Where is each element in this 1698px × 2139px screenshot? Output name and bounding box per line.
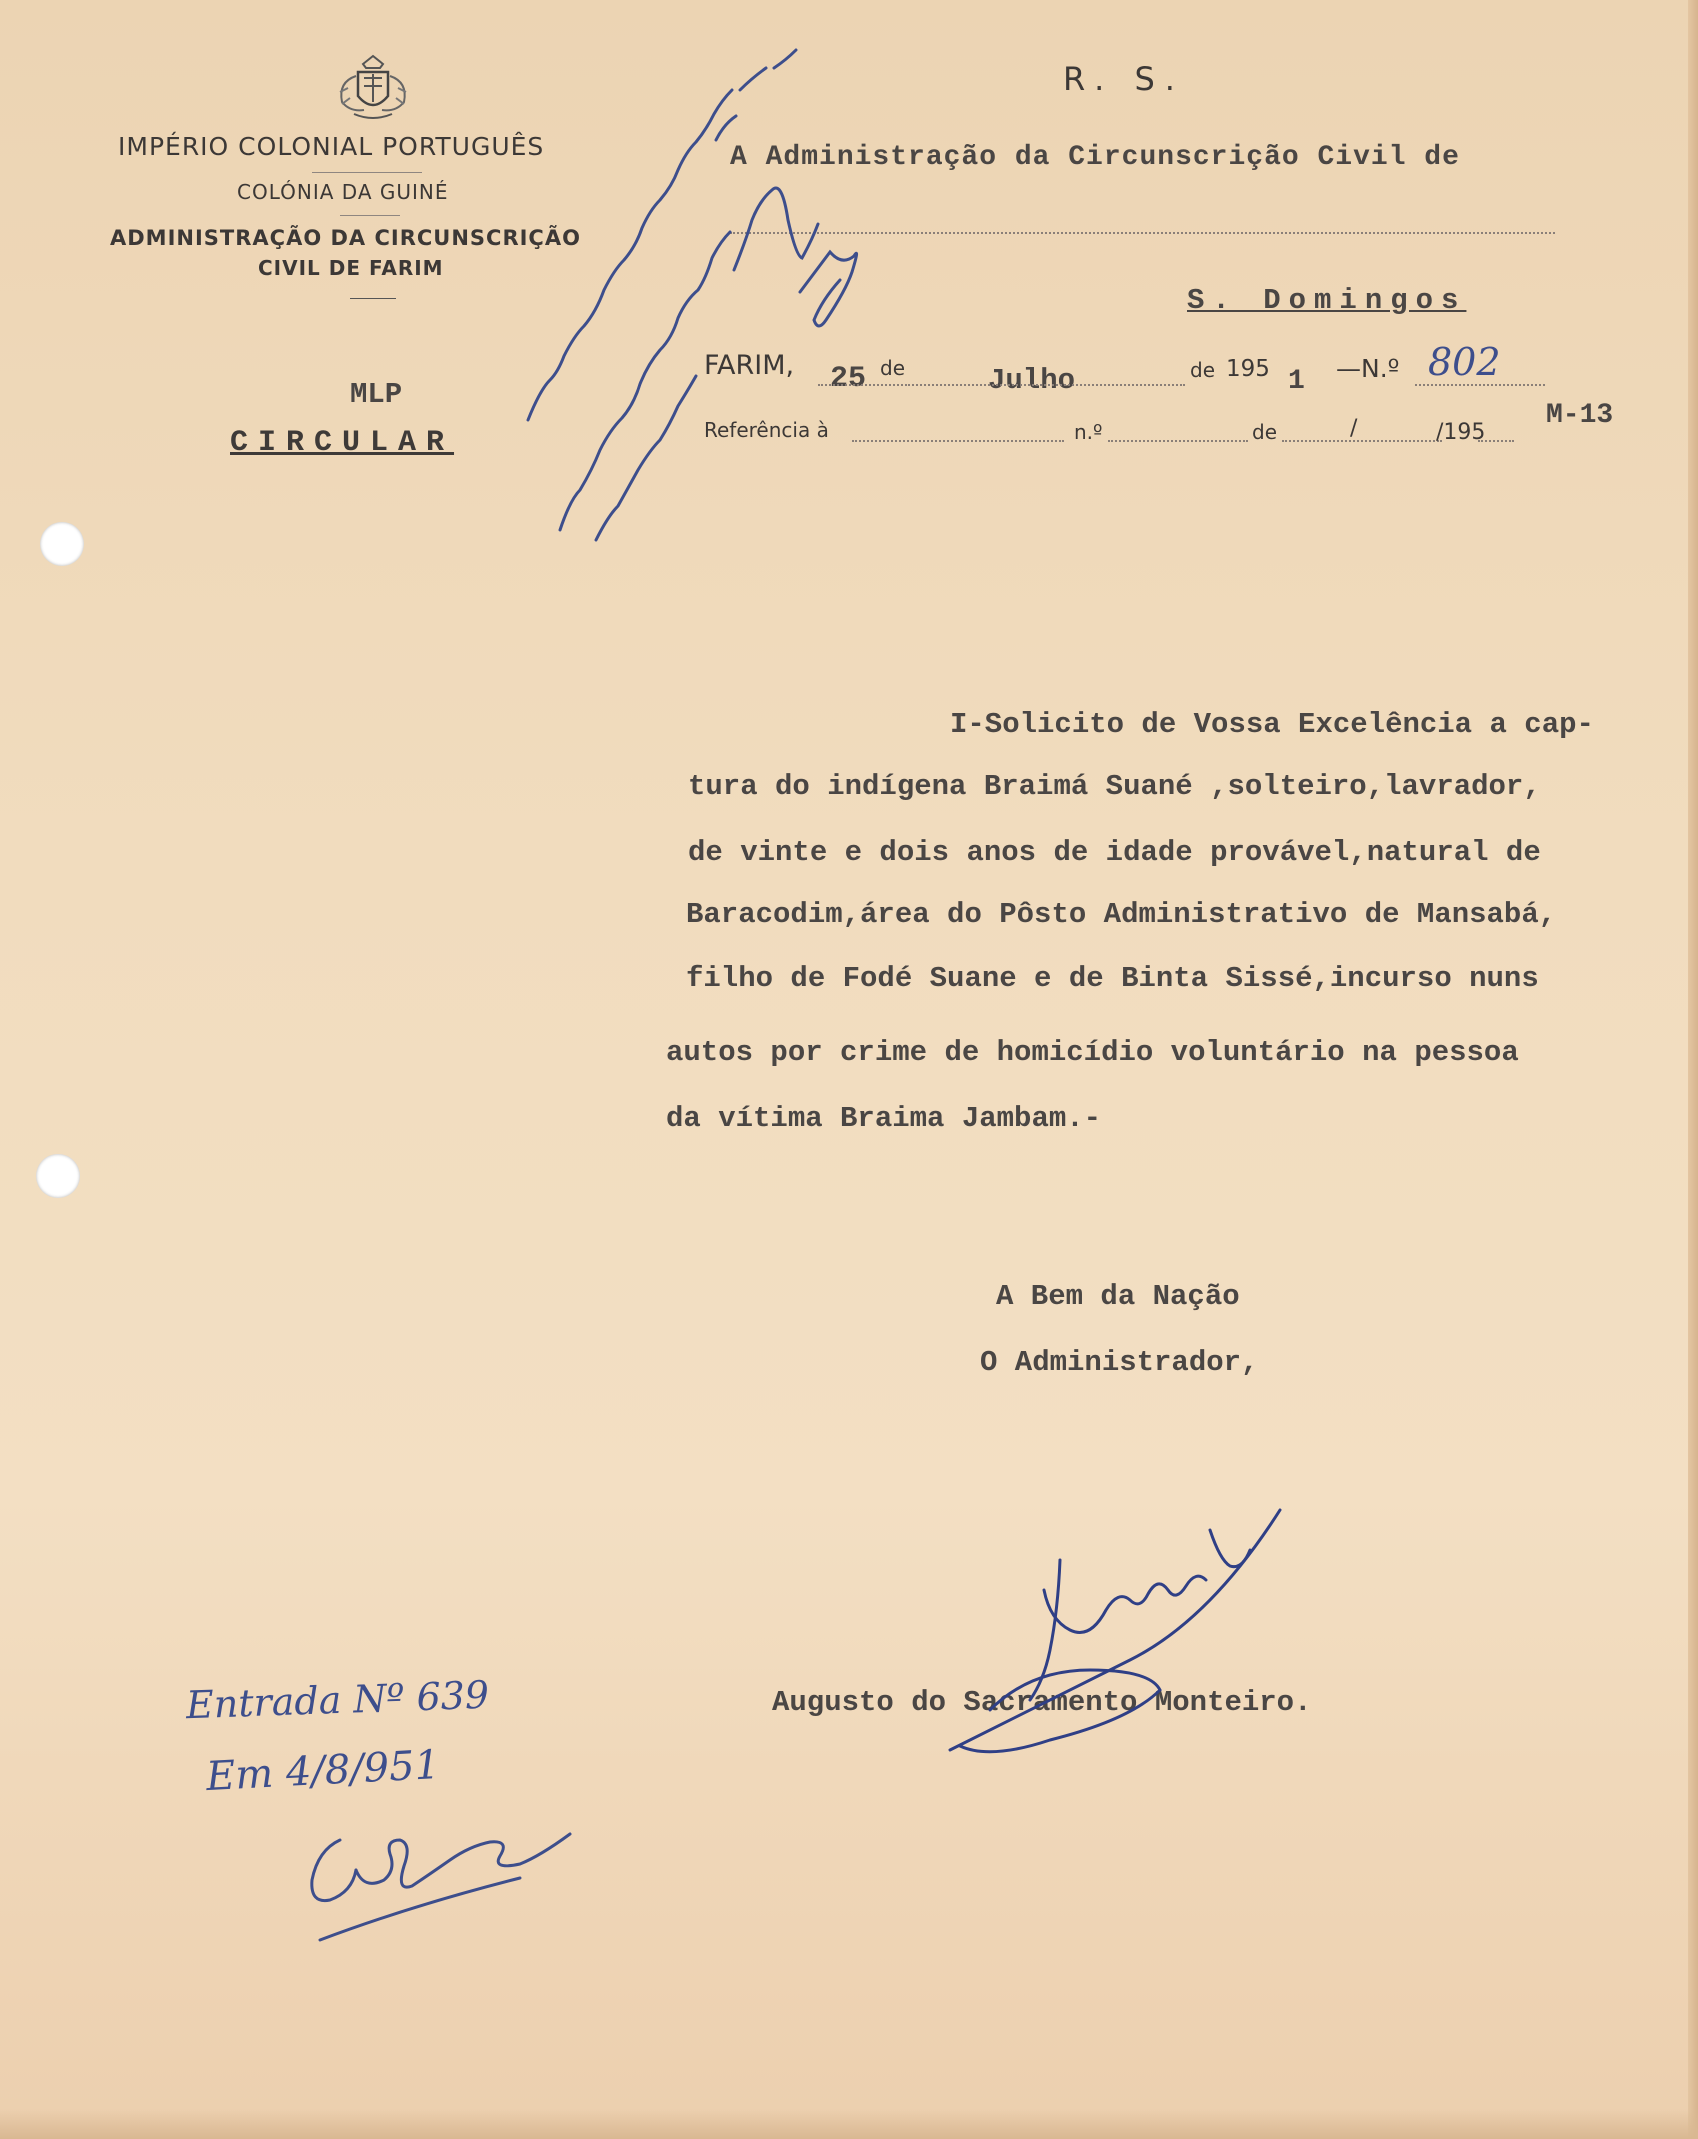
page-edge xyxy=(1688,0,1698,2139)
closing-title: O Administrador, xyxy=(980,1346,1259,1379)
handwritten-diagonal-note xyxy=(500,20,880,550)
body-line-2: tura do indígena Braimá Suané ,solteiro,lavrador, xyxy=(688,770,1541,803)
reference-dots-2 xyxy=(1108,440,1248,442)
letterhead-divider-1 xyxy=(312,172,422,173)
reference-slash: / xyxy=(1350,416,1358,441)
date-de-1: de xyxy=(880,356,905,380)
date-year-prefix: 195 xyxy=(1226,356,1270,382)
reference-no-label: n.º xyxy=(1074,420,1103,444)
coat-of-arms-icon xyxy=(330,52,416,124)
number-dots xyxy=(1415,384,1545,386)
closing-salutation: A Bem da Nação xyxy=(996,1280,1240,1313)
date-day: 25 xyxy=(830,362,867,396)
letterhead-divider-3 xyxy=(350,298,396,299)
addressee-line: A Administração da Circunscrição Civil de xyxy=(730,142,1460,173)
body-line-4: Baracodim,área do Pôsto Administrativo de Mansabá, xyxy=(686,898,1557,931)
reference-de-label: de xyxy=(1252,420,1277,444)
date-month-dots xyxy=(905,384,1185,386)
body-line-5: filho de Fodé Suane e de Binta Sissé,incurso nuns xyxy=(686,962,1539,995)
reference-dots-4 xyxy=(1478,440,1514,442)
body-line-3: de vinte e dois anos de idade provável,natural de xyxy=(688,836,1541,869)
file-code: M-13 xyxy=(1546,400,1614,431)
reference-dots-3 xyxy=(1282,440,1442,442)
punch-hole-top xyxy=(40,522,84,566)
punch-hole-bottom xyxy=(36,1154,80,1198)
reference-year: /195 xyxy=(1436,420,1486,445)
receiver-signature xyxy=(300,1800,600,1950)
body-line-1: I-Solicito de Vossa Excelência a cap- xyxy=(950,708,1594,741)
administrator-signature xyxy=(930,1470,1290,1770)
date-received-annotation: Em 4/8/951 xyxy=(204,1741,442,1801)
addressee-place: S. Domingos xyxy=(1187,284,1467,317)
date-de-2: de xyxy=(1190,358,1215,382)
letterhead-colony: COLÓNIA DA GUINÉ xyxy=(237,180,449,204)
signatory-name: Augusto do Sacramento Monteiro. xyxy=(772,1686,1312,1719)
date-month: Julho xyxy=(988,364,1076,397)
letterhead-administration: ADMINISTRAÇÃO DA CIRCUNSCRIÇÃO xyxy=(110,226,581,250)
letterhead-circumscription: CIVIL DE FARIM xyxy=(258,256,444,280)
document-code: MLP xyxy=(350,378,403,411)
document-type: CIRCULAR xyxy=(230,426,455,460)
reference-dots-1 xyxy=(852,440,1064,442)
letterhead-empire: IMPÉRIO COLONIAL PORTUGUÊS xyxy=(118,132,545,161)
reference-rs: R. S. xyxy=(1063,60,1185,98)
date-place: FARIM, xyxy=(704,350,795,381)
entrada-annotation: Entrada Nº 639 xyxy=(185,1672,490,1728)
date-year-suffix: 1 xyxy=(1288,366,1305,397)
body-line-7: da vítima Braima Jambam.- xyxy=(666,1102,1102,1135)
document-number: 802 xyxy=(1428,340,1501,384)
body-line-6: autos por crime de homicídio voluntário na pessoa xyxy=(666,1036,1519,1069)
reference-label: Referência à xyxy=(704,418,829,442)
letterhead-divider-2 xyxy=(340,215,400,216)
number-label: —N.º xyxy=(1336,354,1400,383)
page-bottom-edge xyxy=(0,2109,1698,2139)
